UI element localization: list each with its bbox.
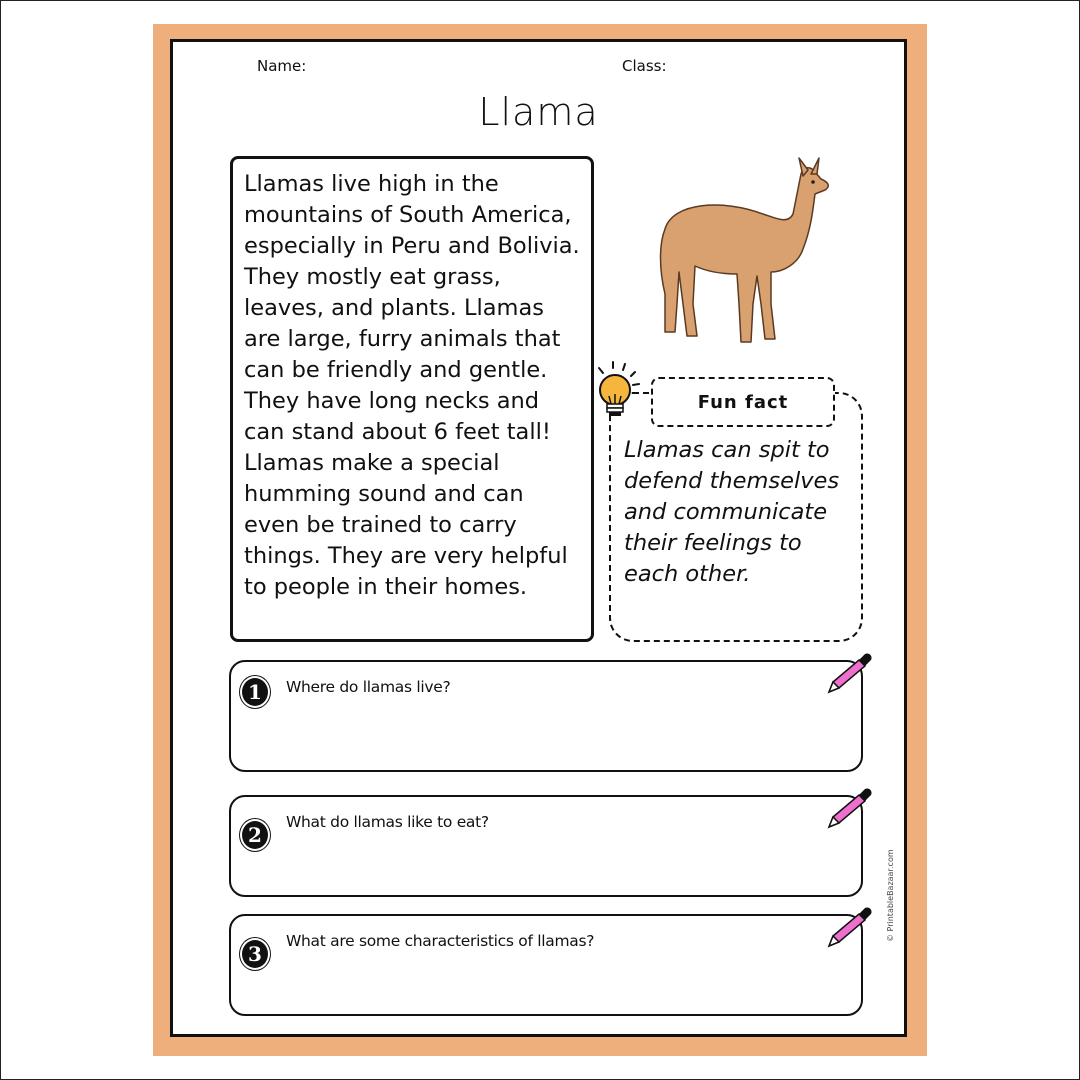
pencil-icon <box>821 906 873 954</box>
question-1-answer-box[interactable] <box>229 660 863 772</box>
pencil-icon <box>821 652 873 700</box>
fun-fact-text: Llamas can spit to defend themselves and communicate their feelings to each other. <box>624 437 840 587</box>
question-1-text: Where do llamas live? <box>286 678 451 696</box>
pencil-icon <box>821 787 873 835</box>
page-title: Llama <box>478 90 599 134</box>
name-label: Name: <box>257 57 307 75</box>
question-number-2-badge: 2 <box>240 819 270 851</box>
lightbulb-icon <box>593 360 645 426</box>
question-2-answer-box[interactable] <box>229 795 863 897</box>
worksheet-page <box>170 39 907 1037</box>
class-label: Class: <box>622 57 667 75</box>
question-3-text: What are some characteristics of llamas? <box>286 932 595 950</box>
question-number-1-badge: 1 <box>240 676 270 708</box>
question-number-3-badge: 3 <box>240 938 270 970</box>
copyright-text: © PrintableBazaar.com <box>886 849 895 942</box>
reading-passage: Llamas live high in the mountains of South America, especially in Peru and Bolivia. They mostly eat grass, leaves, and plants. Llamas are large, furry animals that can be friendly and gentle. They have long necks and can stand about 6 feet tall! Llamas make a special humming sound and can even be trained to carry things. They are very helpful to people in their homes. <box>244 171 580 600</box>
question-3-answer-box[interactable] <box>229 914 863 1016</box>
reading-passage-box <box>230 156 594 642</box>
llama-illustration-icon <box>653 154 833 354</box>
fun-fact-label: Fun fact <box>651 377 835 427</box>
question-2-text: What do llamas like to eat? <box>286 813 489 831</box>
